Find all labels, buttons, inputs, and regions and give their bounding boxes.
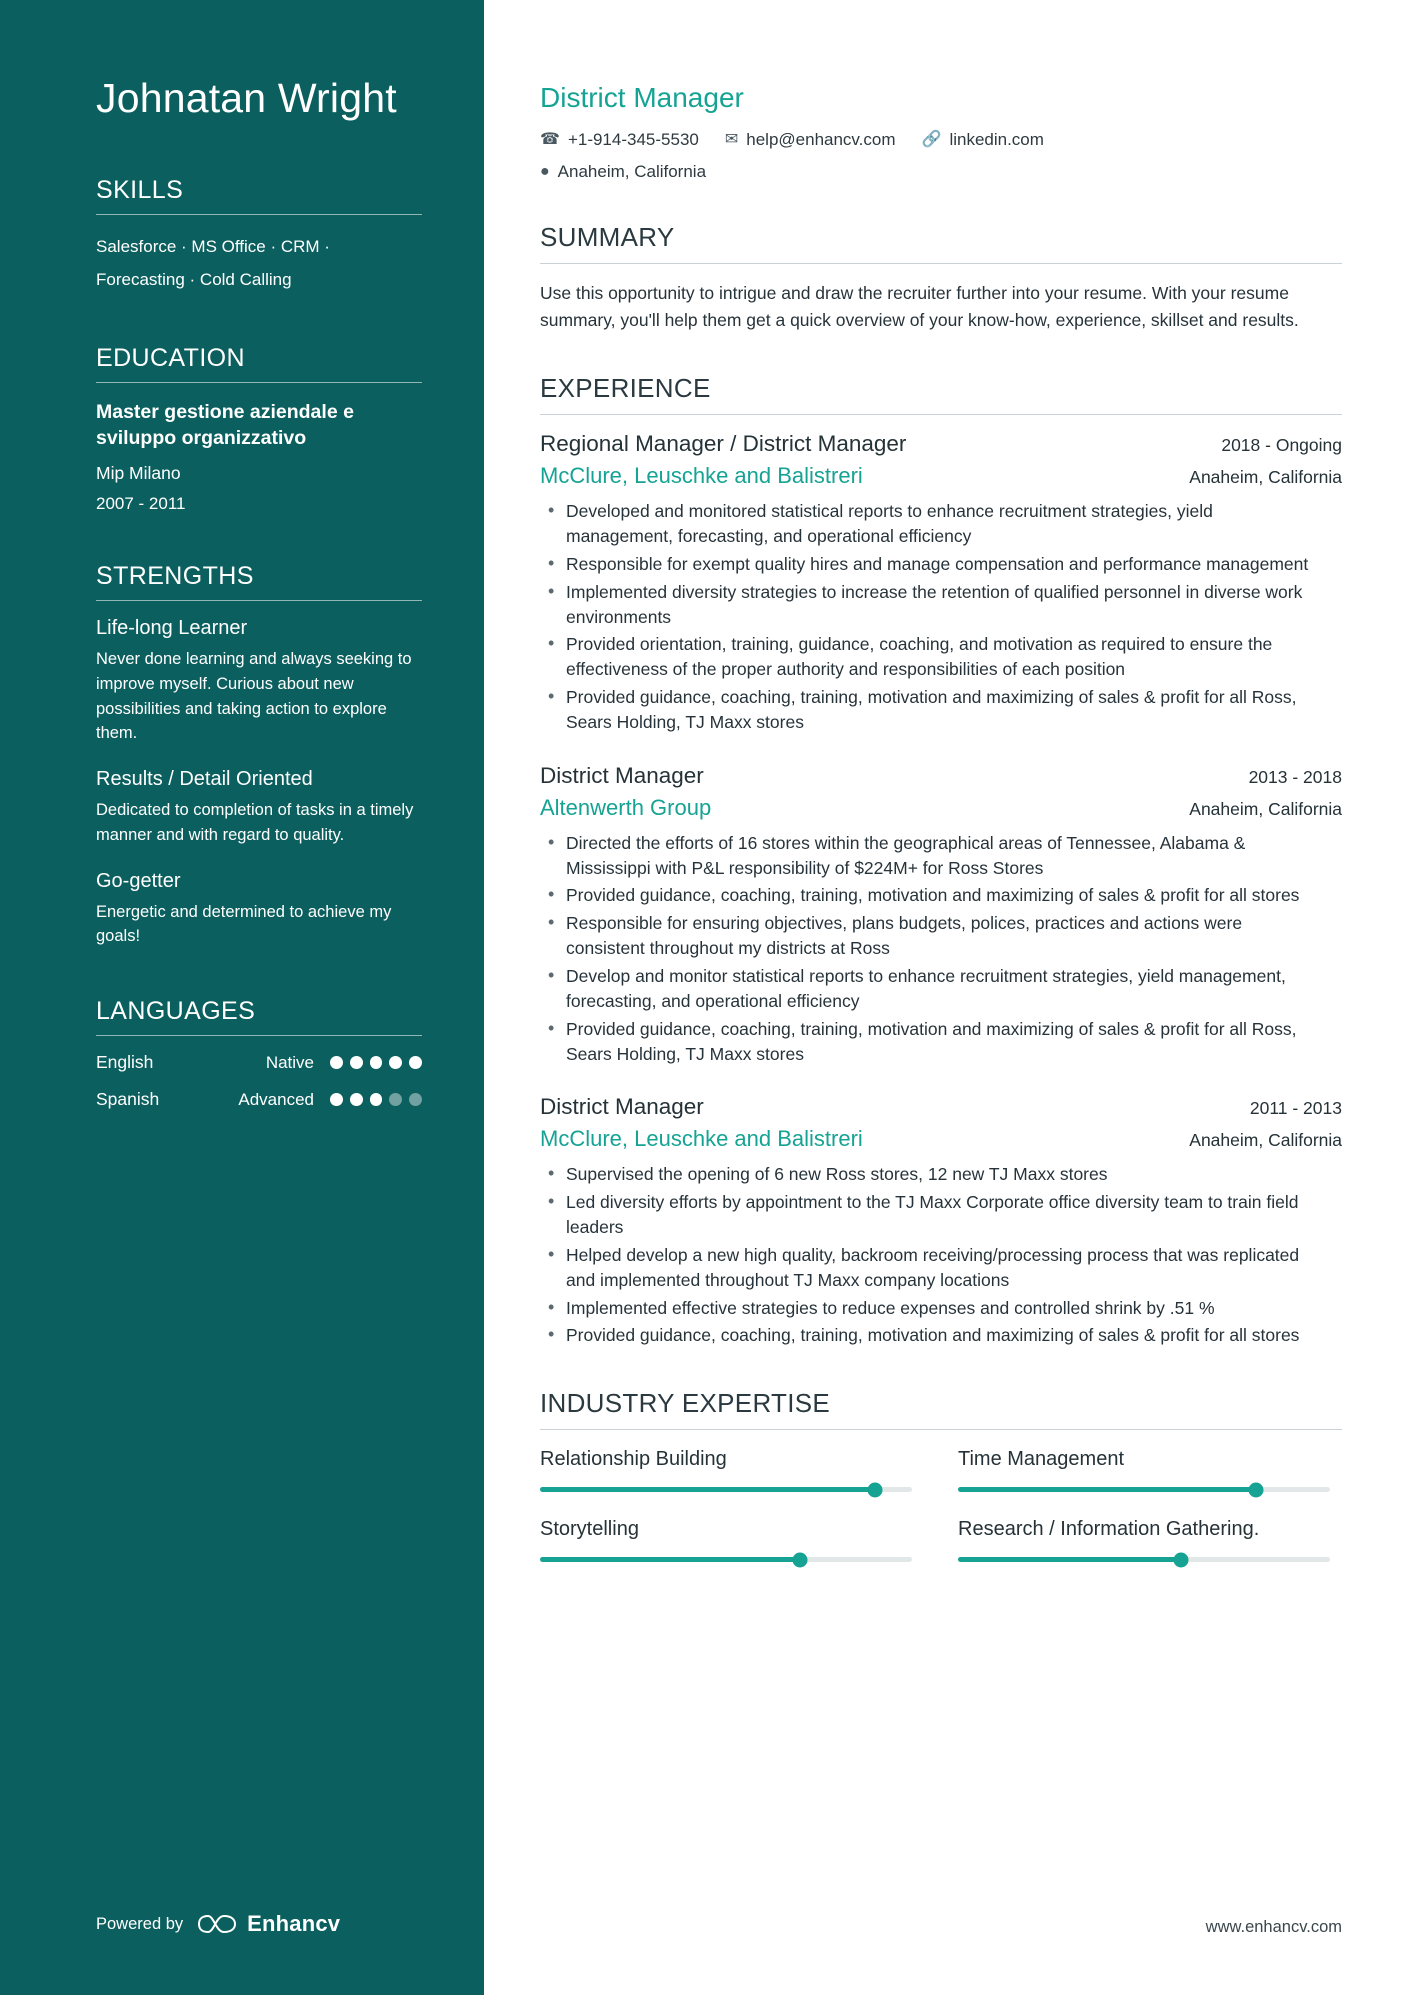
expertise-item [540,1518,912,1562]
expertise-item [958,1518,1330,1562]
expertise-label: Storytelling [540,1518,639,1541]
rating-dot [389,1093,402,1106]
main-content [484,0,1410,1995]
education-school: Mip Milano [96,463,181,484]
education-degree: Master gestione aziendale e sviluppo organizzativo [96,400,354,450]
expertise-slider[interactable] [540,1487,912,1492]
summary-heading: SUMMARY [540,222,1342,264]
sidebar-section-languages [96,997,422,1110]
skills-line-2: Forecasting · Cold Calling [96,269,292,289]
strength-description: Dedicated to completion of tasks in a timely manner and with regard to quality. [96,801,414,844]
experience-company: McClure, Leuschke and Balistreri [540,1126,863,1152]
industry-expertise-heading: INDUSTRY EXPERTISE [540,1388,1342,1430]
skills-heading: SKILLS [96,176,422,215]
experience-company: McClure, Leuschke and Balistreri [540,463,863,489]
language-rating-dots [330,1093,422,1106]
section-summary [540,222,1342,333]
phone-icon: ☎ [540,131,560,148]
expertise-slider[interactable] [958,1487,1330,1492]
language-level: Native [265,1052,314,1072]
bullet-item: • Provided guidance, coaching, training, motivation and maximizing of sales & profit for all stores [540,883,1310,908]
bullet-item: • Implemented diversity strategies to increase the retention of qualified personnel in diverse work environments [540,580,1310,630]
experience-role: Regional Manager / District Manager [540,431,907,457]
headline-job-title: District Manager [540,82,744,113]
footer-website-url: www.enhancv.com [1205,1918,1342,1936]
contact-list [540,130,1330,182]
bullet-item: • Provided guidance, coaching, training, motivation and maximizing of sales & profit for all Ross, Sears Holding, TJ Maxx stores [540,685,1310,735]
contact-linkedin-text: linkedin.com [949,130,1044,149]
expertise-label: Relationship Building [540,1448,727,1471]
powered-by-label: Powered by [96,1914,184,1933]
rating-dot [350,1093,363,1106]
strength-title: Go-getter [96,869,181,892]
strength-item [96,617,422,746]
experience-role: District Manager [540,762,704,788]
rating-dot [409,1093,422,1106]
experience-dates: 2011 - 2013 [1249,1098,1342,1119]
expertise-grid [540,1448,1330,1562]
infinity-icon [197,1912,239,1936]
experience-location: Anaheim, California [1189,798,1342,819]
expertise-item [540,1448,912,1492]
experience-bullets [540,1162,1342,1348]
slider-knob[interactable] [867,1482,882,1497]
strength-item [96,768,422,848]
contact-email[interactable] [725,130,896,150]
experience-dates: 2018 - Ongoing [1221,435,1342,456]
language-name: English [96,1052,154,1073]
enhancv-logo [197,1911,340,1937]
bullet-item: • Provided orientation, training, guidance, coaching, and motivation as required to ensure the effectiveness of the proper authority and responsibilities of each position [540,632,1310,682]
language-name: Spanish [96,1089,160,1110]
experience-item [540,1094,1342,1348]
link-icon: 🔗 [921,131,942,148]
powered-by-footer [96,1911,340,1937]
expertise-label: Research / Information Gathering. [958,1518,1260,1541]
experience-item [540,431,1342,735]
strength-description: Never done learning and always seeking to improve myself. Curious about new possibilities and taking action to explore them. [96,650,412,743]
bullet-item: • Developed and monitored statistical reports to enhance recruitment strategies, yield management, forecasting, and operational efficiency [540,499,1310,549]
bullet-item: • Helped develop a new high quality, backroom receiving/processing process that was replicated and implemented throughout TJ Maxx company locations [540,1243,1310,1293]
experience-role: District Manager [540,1094,704,1120]
bullet-item: • Led diversity efforts by appointment to the TJ Maxx Corporate office diversity team to train field leaders [540,1190,1310,1240]
sidebar-section-strengths [96,562,422,949]
expertise-slider[interactable] [540,1557,912,1562]
experience-item [540,763,1342,1067]
sidebar-section-skills [96,176,422,296]
slider-knob[interactable] [1174,1552,1189,1567]
slider-knob[interactable] [793,1552,808,1567]
contact-phone-text: +1-914-345-5530 [567,130,699,149]
contact-email-text: help@enhancv.com [746,130,896,149]
expertise-slider[interactable] [958,1557,1330,1562]
section-experience [540,373,1342,1348]
experience-heading: EXPERIENCE [540,373,1342,415]
bullet-item: • Directed the efforts of 16 stores within the geographical areas of Tennessee, Alabama & Mississippi with P&L responsibility of $224M+ for Ross Stores [540,831,1310,881]
rating-dot [330,1093,343,1106]
experience-location: Anaheim, California [1189,467,1342,488]
strength-description: Energetic and determined to achieve my goals! [96,902,392,946]
bullet-item: • Responsible for ensuring objectives, plans budgets, polices, practices and actions were consistent throughout my districts at Ross [540,911,1310,961]
experience-company: Altenwerth Group [540,794,712,820]
contact-location [540,162,706,182]
location-icon: ● [540,163,550,180]
language-row [96,1052,422,1073]
bullet-item: • Responsible for exempt quality hires and manage compensation and performance management [540,552,1310,577]
rating-dot [370,1056,383,1069]
rating-dot [409,1056,422,1069]
experience-bullets [540,499,1342,735]
contact-location-text: Anaheim, California [557,162,707,181]
rating-dot [389,1056,402,1069]
experience-dates: 2013 - 2018 [1248,766,1342,787]
bullet-item: • Provided guidance, coaching, training, motivation and maximizing of sales & profit for all Ross, Sears Holding, TJ Maxx stores [540,1017,1310,1067]
language-row [96,1089,422,1110]
candidate-name: Johnatan Wright [96,75,397,121]
strength-title: Life-long Learner [96,617,248,640]
sidebar [0,0,484,1995]
sidebar-section-education [96,344,422,514]
section-industry-expertise [540,1388,1342,1562]
experience-bullets [540,831,1342,1067]
language-rating-dots [330,1056,422,1069]
slider-knob[interactable] [1248,1482,1263,1497]
contact-phone[interactable] [540,130,699,150]
contact-linkedin[interactable] [922,130,1044,150]
expertise-label: Time Management [958,1448,1124,1471]
skills-line-1: Salesforce · MS Office · CRM · [96,237,330,257]
language-level: Advanced [238,1089,314,1109]
bullet-item: • Provided guidance, coaching, training, motivation and maximizing of sales & profit for all stores [540,1323,1310,1348]
bullet-item: • Develop and monitor statistical reports to enhance recruitment strategies, yield management, forecasting, and operational efficiency [540,964,1310,1014]
bullet-item: • Supervised the opening of 6 new Ross stores, 12 new TJ Maxx stores [540,1162,1310,1187]
rating-dot [350,1056,363,1069]
experience-location: Anaheim, California [1189,1130,1342,1151]
expertise-item [958,1448,1330,1492]
brand-name: Enhancv [247,1911,341,1936]
bullet-item: • Implemented effective strategies to reduce expenses and controlled shrink by .51 % [540,1296,1310,1321]
rating-dot [370,1093,383,1106]
strength-title: Results / Detail Oriented [96,768,313,791]
education-dates: 2007 - 2011 [96,494,186,514]
summary-text: Use this opportunity to intrigue and draw the recruiter further into your resume. With your resume summary, you'll help them get a quick overview of your know-how, experience, skillset and results. [540,283,1299,330]
rating-dot [330,1056,343,1069]
strength-item [96,870,422,950]
email-icon: ✉ [724,131,739,148]
strengths-heading: STRENGTHS [96,562,422,601]
education-heading: EDUCATION [96,344,422,383]
languages-heading: LANGUAGES [96,997,422,1036]
